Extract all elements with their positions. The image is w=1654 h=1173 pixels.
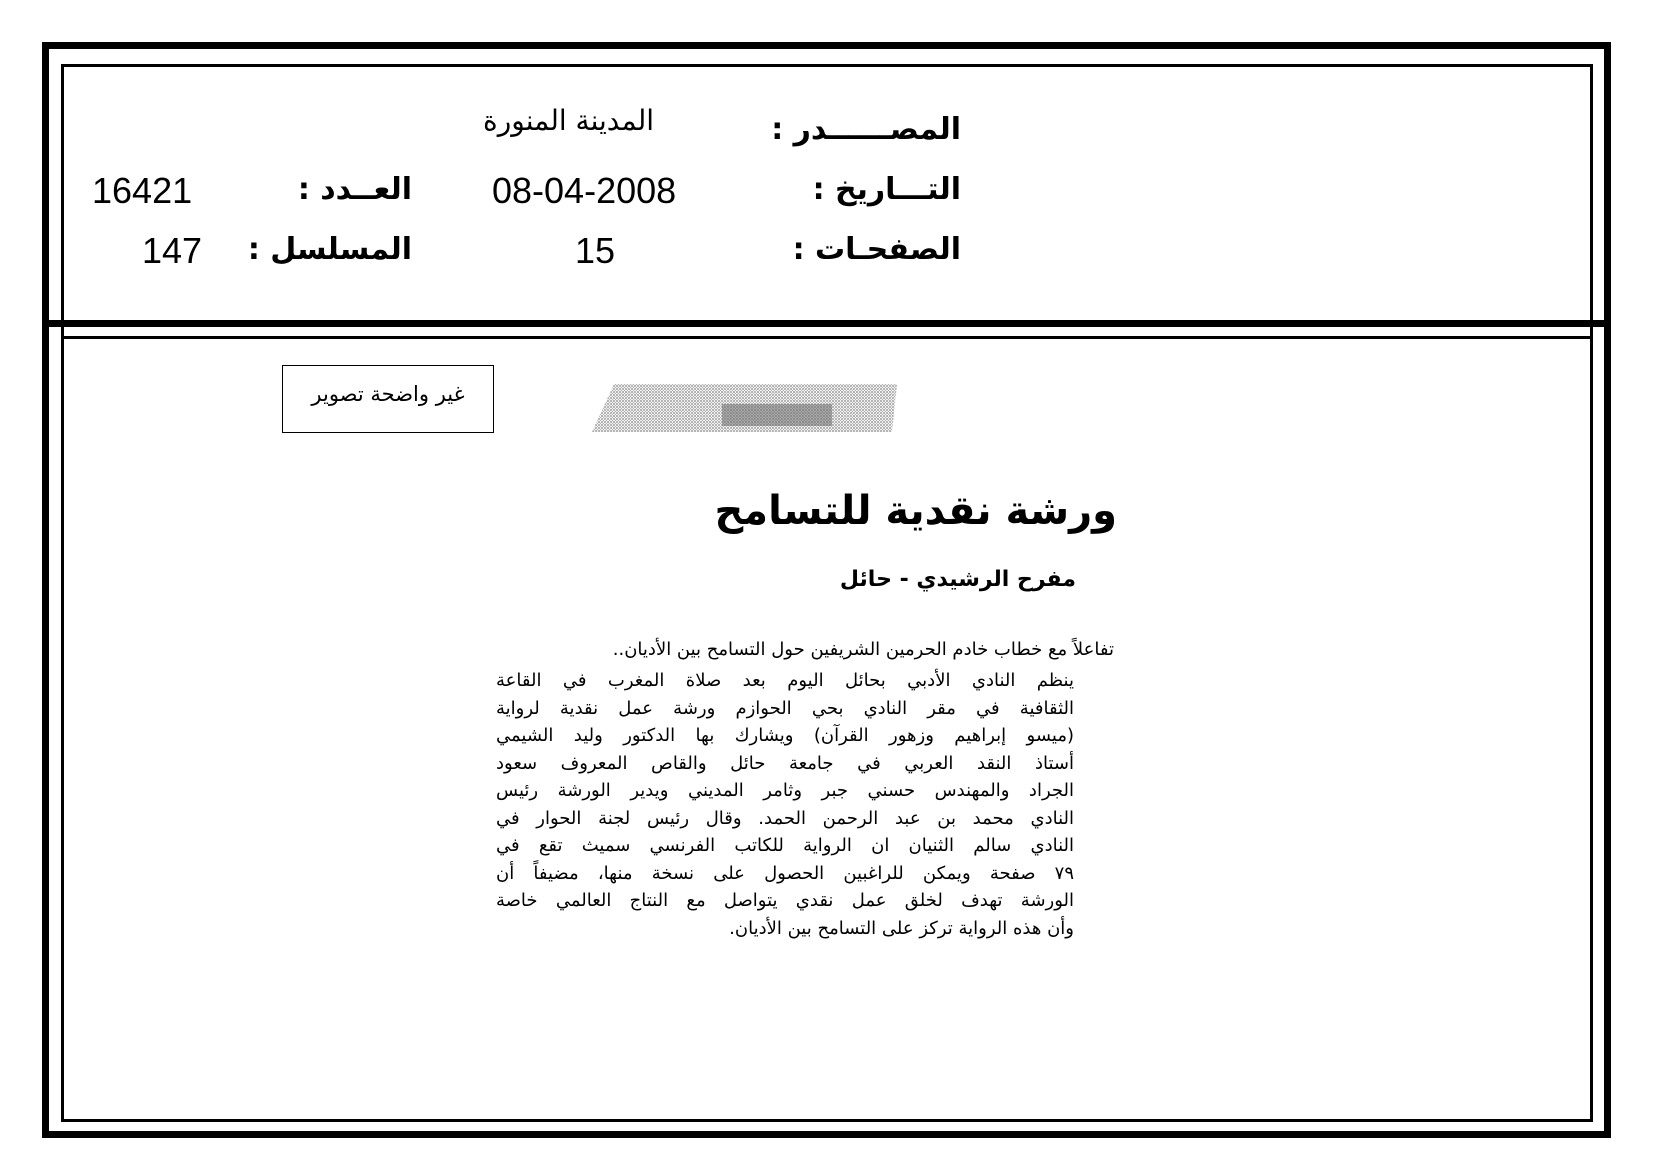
quality-stamp [282, 365, 494, 433]
article-body-line: الورشة تهدف لخلق عمل نقدي يتواصل مع النتاج العالمي خاصة [496, 890, 1074, 911]
article-body-line: ينظم النادي الأدبي بحائل اليوم بعد صلاة المغرب في القاعة [496, 670, 1074, 691]
serial-label: المسلسل : [247, 232, 412, 267]
serial-value: 147 [142, 230, 203, 271]
article-body-line: الجراد والمهندس حسني جبر وثامر المديني ويدير الورشة رئيس [496, 780, 1074, 801]
article-body [496, 667, 1074, 942]
date-value: 08-04-2008 [492, 170, 677, 211]
article-body-line: النادي سالم الثنيان ان الرواية للكاتب الفرنسي سميث تقع في [496, 835, 1074, 856]
issue-value: 16421 [92, 170, 193, 211]
article-body-line: وأن هذه الرواية تركز على التسامح بين الأديان. [729, 917, 1074, 939]
pages-label: الصفحـات : [792, 232, 961, 267]
article-headline: ورشة نقدية للتسامح [714, 488, 1117, 534]
article-body-line: الثقافية في مقر النادي بحي الحوازم ورشة عمل نقدية لرواية [496, 697, 1074, 719]
date-label: التـــاريخ : [812, 172, 961, 207]
source-value: المدينة المنورة [483, 104, 654, 137]
header-divider-thick [42, 320, 1611, 327]
article-body-line: ٧٩ صفحة ويمكن للراغبين الحصول على نسخة منها، مضيفاً أن [496, 862, 1074, 884]
article-lead: تفاعلاً مع خطاب خادم الحرمين الشريفين حول التسامح بين الأديان.. [612, 639, 1114, 660]
inner-border [61, 64, 1593, 1122]
pages-value: 15 [575, 230, 616, 271]
article-body-line: النادي محمد بن عبد الرحمن الحمد. وقال رئيس لجنة الحوار في [496, 807, 1074, 829]
article-byline: مفرح الرشيدي - حائل [839, 567, 1076, 592]
source-label: المصــــــدر : [771, 112, 961, 147]
issue-label: العــدد : [297, 172, 412, 207]
header-divider-thin [61, 336, 1593, 339]
section-banner-graphic [592, 382, 897, 434]
article-body-line: أستاذ النقد العربي في جامعة حائل والقاص المعروف سعود [496, 752, 1074, 774]
article-body-line: (ميسو إبراهيم وزهور القرآن) ويشارك بها الدكتور وليد الشيمي [496, 725, 1074, 746]
quality-stamp-text: غير واضحة تصوير [311, 382, 465, 406]
